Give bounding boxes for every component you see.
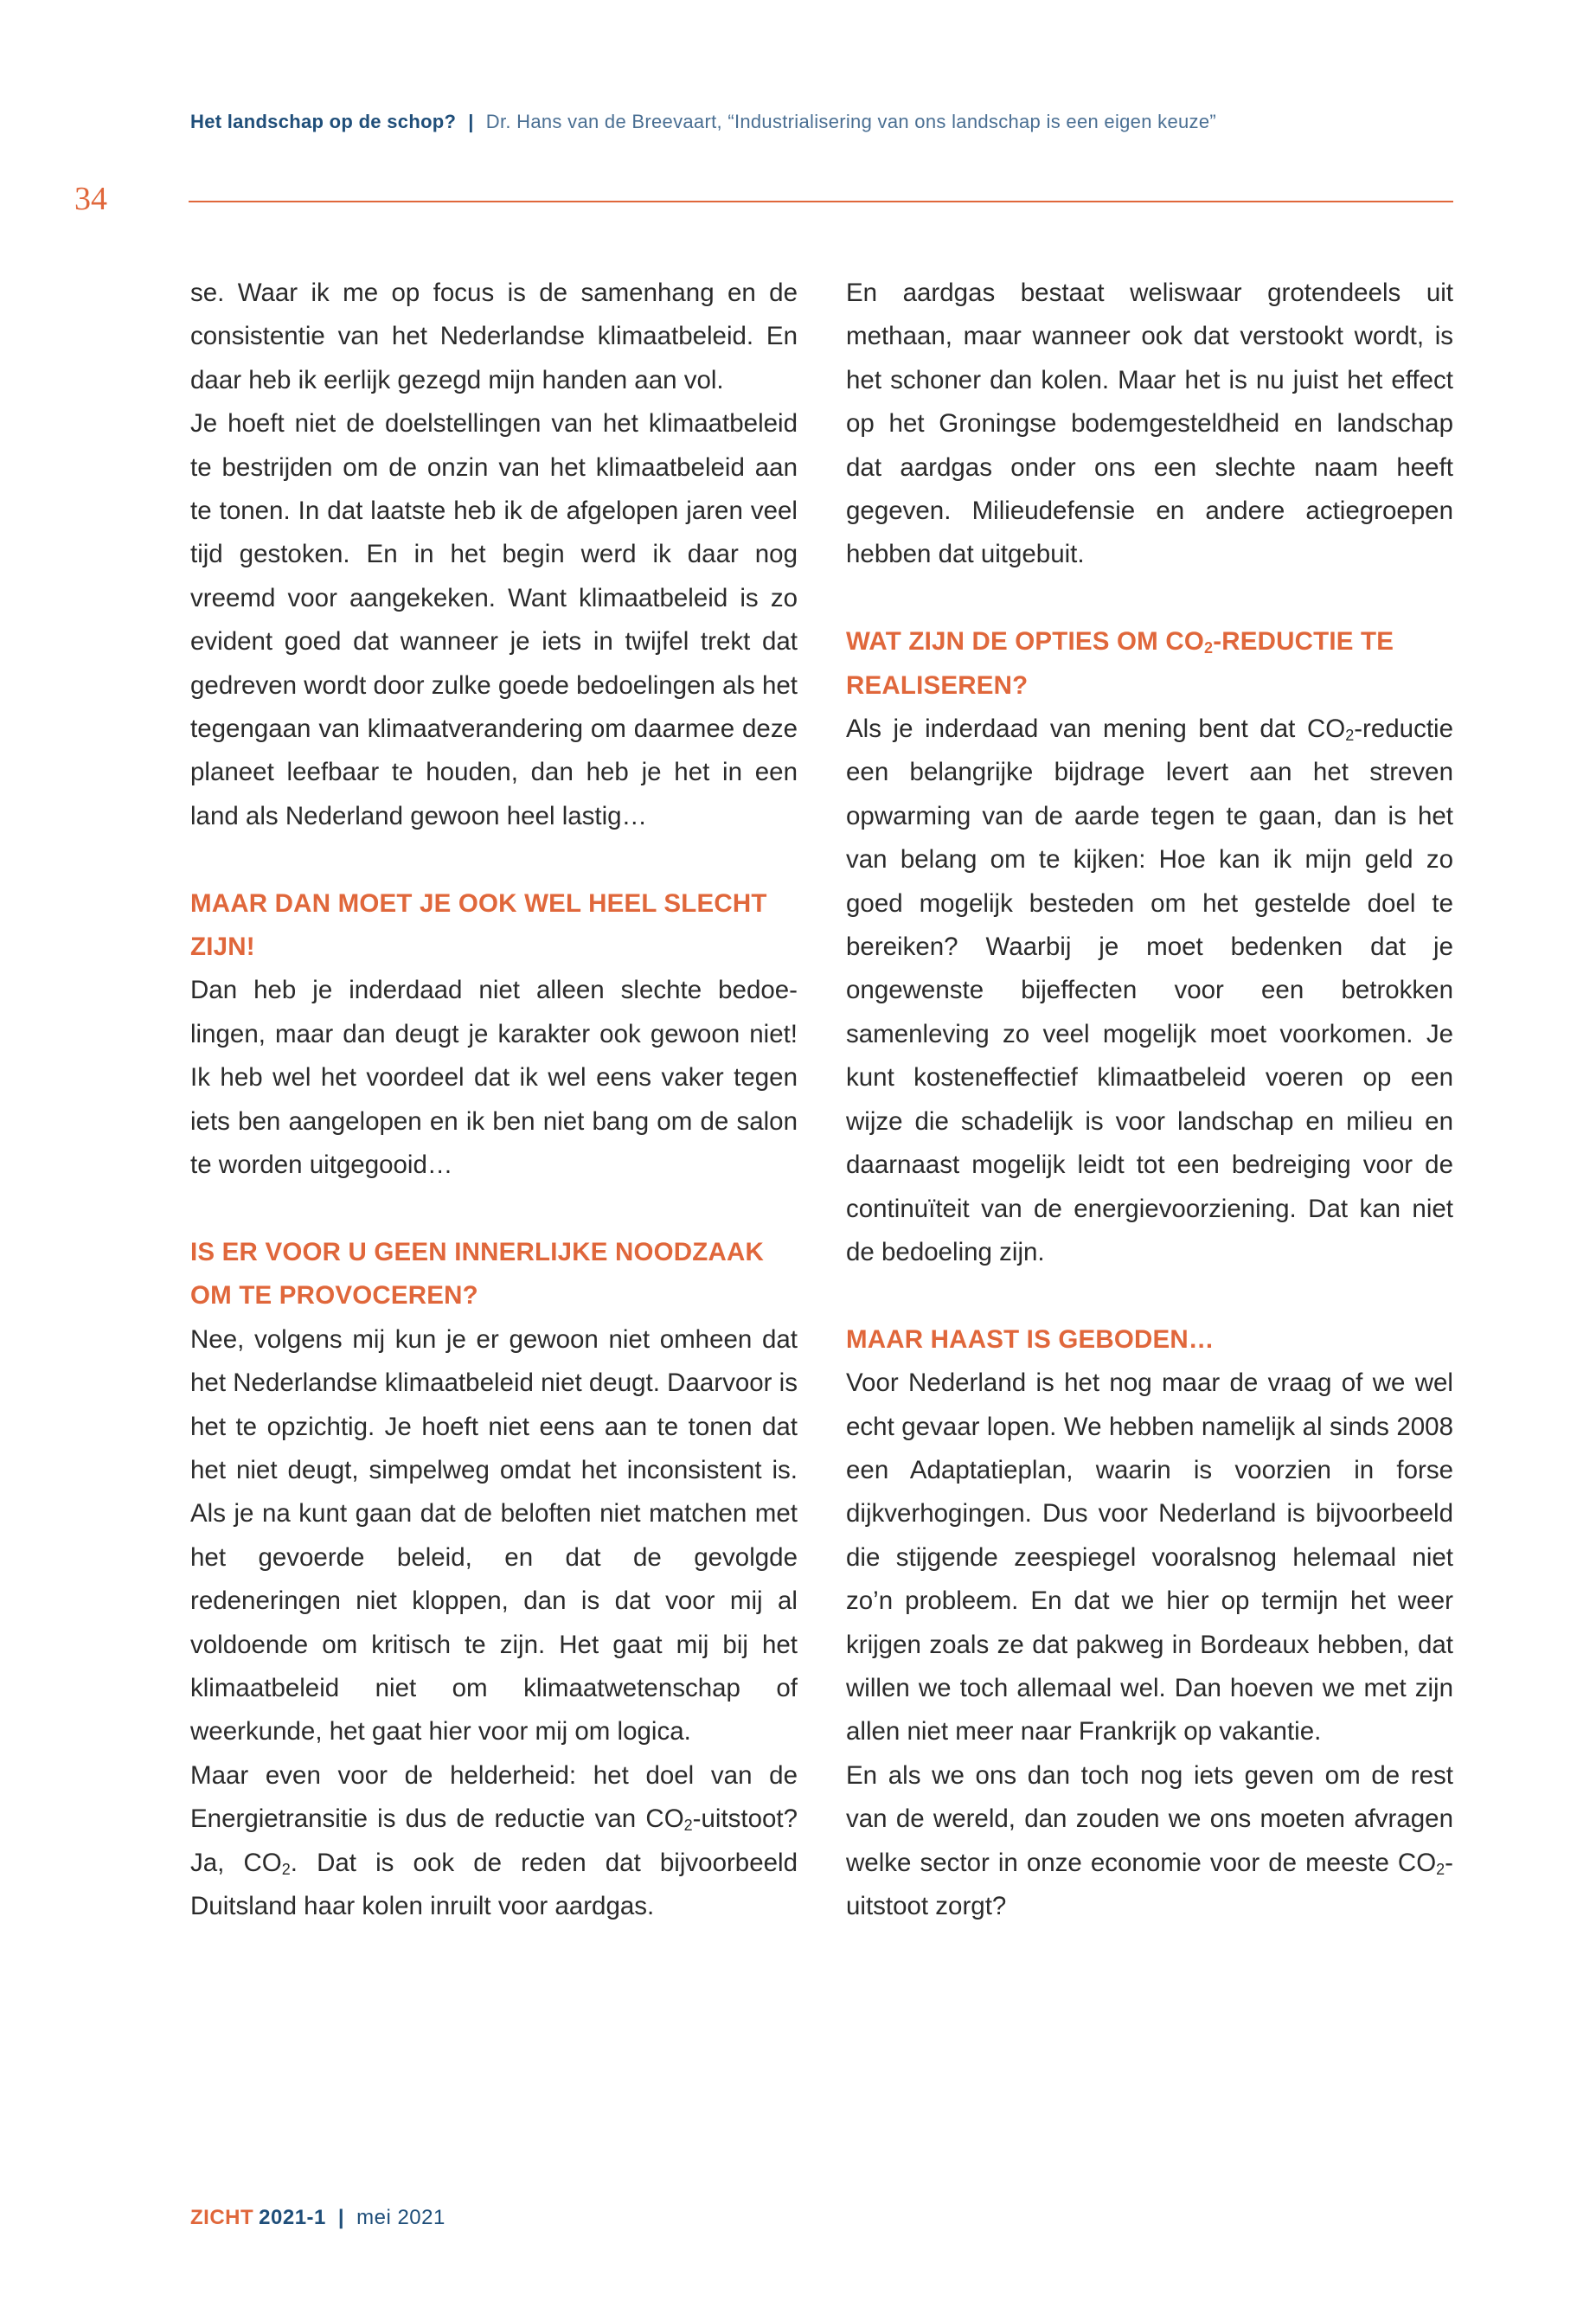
section-heading: IS ER VOOR U GEEN INNERLIJKE NOODZAAK OM TE PROVOCEREN? bbox=[190, 1237, 765, 1311]
page-number: 34 bbox=[74, 181, 107, 217]
text-run: Als je inderdaad van mening bent dat CO bbox=[846, 715, 1346, 744]
paragraph: Voor Nederland is het nog maar de vraag of we wel echt gevaar lopen. We hebben namelijk al sinds 2008 een Adaptatieplan, waarin is voorzien in forse dijkverhogingen. Dus voor Nederland is bijvoorbeeld die stijgende zeespiegel vooralsnog helemaal niet zo’n probleem. En dat we hier op termijn het weer krijgen zoals ze dat pakweg in Bordeaux hebben, dat willen we toch allemaal wel. Dan hoeven we met zijn allen niet meer naar Frankrijk op vakantie. bbox=[846, 1368, 1453, 1747]
paragraph bbox=[846, 1754, 1453, 1929]
text-run: -REDUCTIE TE REALISEREN? bbox=[846, 627, 1394, 700]
section-heading bbox=[846, 620, 1453, 708]
footer-issue: 2021-1 bbox=[259, 2206, 326, 2229]
footer-separator: | bbox=[337, 2206, 345, 2229]
right-column bbox=[846, 272, 1453, 1928]
text-run: -reductie een belangrijke bijdrage levert aan het streven opwarming van de aarde tegen te gaan, dan is het van belang om te kijken: Hoe kan ik mijn geld zo goed mogelijk besteden om het gestelde doel te bereiken? Waarbij je moet bedenken dat je ongewenste bijeffecten voor een betrokken samenleving zo veel mogelijk moet voorkomen. Je kunt kosteneffectief klimaatbeleid voeren op een wijze die schadelijk is voor landschap en milieu en daarnaast mogelijk leidt tot een bedreiging voor de continuïteit van de energievoorziening. Dat kan niet de bedoeling zijn. bbox=[846, 715, 1453, 1266]
spacer bbox=[846, 1274, 1453, 1317]
footer-date: mei 2021 bbox=[356, 2206, 445, 2229]
text-run: En als we ons dan toch nog iets geven om de rest van de wereld, dan zouden we ons moeten afvragen welke sector in onze economie voor de meeste CO bbox=[846, 1760, 1453, 1877]
left-column bbox=[190, 272, 798, 1928]
footer-magazine: ZICHT bbox=[190, 2206, 254, 2229]
header-separator: | bbox=[468, 111, 474, 132]
text-run: -uitstoot zorgt? bbox=[846, 1848, 1453, 1920]
subscript: 2 bbox=[1204, 639, 1214, 657]
section-heading: MAAR DAN MOET JE OOK WEL HEEL SLECHT ZIJN! bbox=[190, 888, 767, 962]
running-header bbox=[190, 111, 1453, 133]
paragraph: se. Waar ik me op focus is de samenhang en de consistentie van het Nederlandse klimaatbeleid. En daar heb ik eerlijk gezegd mijn handen aan vol. bbox=[190, 279, 798, 394]
page-footer bbox=[190, 2206, 445, 2230]
text-run: Maar even voor de helderheid: het doel van de Energietransitie is dus de reductie van CO bbox=[190, 1760, 798, 1834]
paragraph bbox=[190, 1754, 798, 1929]
subscript: 2 bbox=[1436, 1860, 1445, 1878]
spacer bbox=[190, 838, 798, 881]
text-run: . Dat is ook de reden dat bijvoorbeeld Duitsland haar kolen inruilt voor aardgas. bbox=[190, 1848, 798, 1920]
header-subtitle: Dr. Hans van de Breevaart, “Industrialisering van ons landschap is een eigen keuze” bbox=[485, 111, 1216, 132]
header-title: Het landschap op de schop? bbox=[190, 111, 457, 132]
subscript: 2 bbox=[281, 1860, 291, 1878]
header-rule bbox=[189, 201, 1453, 202]
paragraph: Nee, volgens mij kun je er gewoon niet omheen dat het Nederlandse klimaatbeleid niet deugt. Daarvoor is het te opzichtig. Je hoeft niet eens aan te tonen dat het niet deugt, simpelweg omdat het inconsistent is. Als je na kunt gaan dat de beloften niet matchen met het gevoerde beleid, en dat de gevolgde redeneringen niet kloppen, dan is dat voor mij al voldoende om kritisch te zijn. Het gaat mij bij het klimaatbeleid niet om klimaatwetenschap of weerkunde, het gaat hier voor mij om logica. bbox=[190, 1324, 798, 1747]
subscript: 2 bbox=[683, 1817, 693, 1835]
text-run: WAT ZIJN DE OPTIES OM CO bbox=[846, 627, 1204, 657]
paragraph: Dan heb je inderdaad niet alleen slechte bedoelingen, maar dan deugt je karakter ook gewoon niet! Ik heb wel het voordeel dat ik wel eens vaker tegen iets ben aangelopen en ik ben niet bang om de salon te worden uitgegooid… bbox=[190, 976, 798, 1180]
section-heading: MAAR HAAST IS GEBODEN… bbox=[846, 1324, 1215, 1354]
subscript: 2 bbox=[1345, 727, 1355, 745]
paragraph bbox=[846, 708, 1453, 1274]
spacer bbox=[190, 1188, 798, 1231]
spacer bbox=[846, 577, 1453, 620]
text-run: -uitstoot? Ja, CO bbox=[190, 1804, 798, 1877]
paragraph: En aardgas bestaat weliswaar grotendeels uit methaan, maar wanneer ook dat verstookt wordt, is het schoner dan kolen. Maar het is nu juist het effect op het Groningse bodemgesteldheid en landschap dat aardgas onder ons een slechte naam heeft gegeven. Milieudefensie en andere actiegroepen hebben dat uitgebuit. bbox=[846, 279, 1453, 569]
paragraph: Je hoeft niet de doelstellingen van het klimaatbeleid te bestrijden om de onzin van het klimaatbeleid aan te tonen. In dat laatste heb ik de afgelopen jaren veel tijd gestoken. En in het begin werd ik daar nog vreemd voor aangekeken. Want klimaatbeleid is zo evident goed dat wanneer je iets in twijfel trekt dat gedreven wordt door zulke goede bedoelingen als het tegengaan van klimaatverandering om daarmee deze planeet leefbaar te houden, dan heb je het in een land als Nederland gewoon heel lastig… bbox=[190, 409, 798, 830]
